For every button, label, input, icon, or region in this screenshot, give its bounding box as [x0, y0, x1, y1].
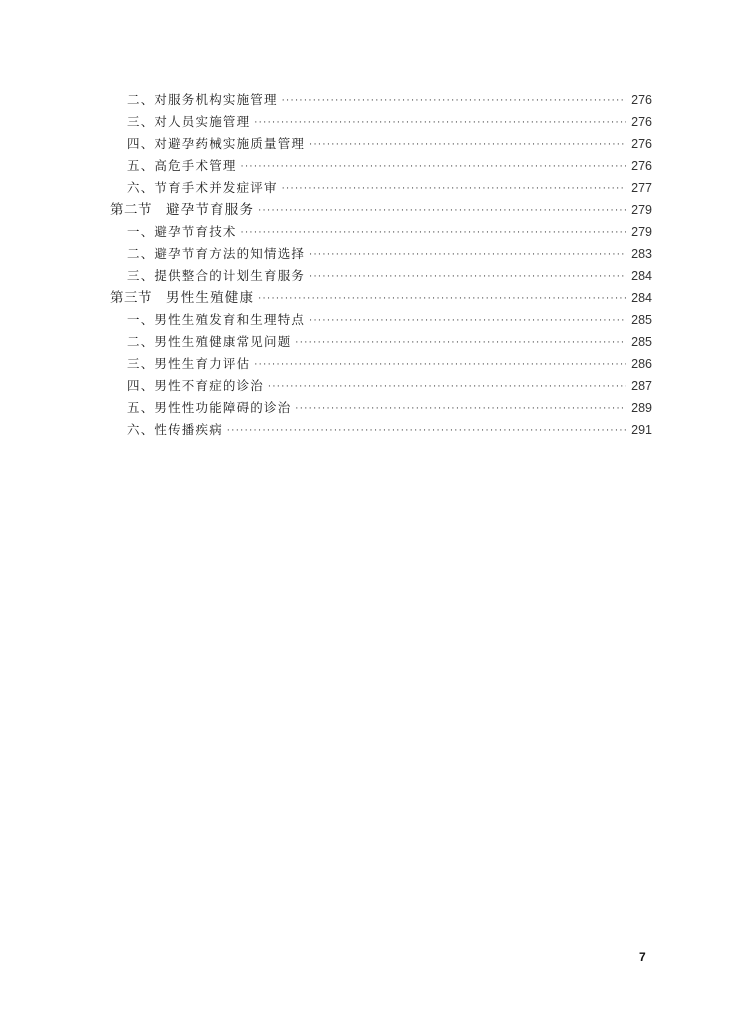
toc-entry-page: 286	[631, 357, 652, 371]
toc-section-entry	[0, 199, 652, 221]
toc-section-entry	[0, 287, 652, 309]
toc-entry	[0, 265, 652, 287]
dot-leader	[309, 310, 626, 332]
toc-entry	[0, 89, 652, 111]
dot-leader	[268, 376, 626, 398]
toc-entry-title: 六、节育手术并发症评审	[127, 180, 278, 195]
toc-entry-title: 五、高危手术管理	[127, 158, 237, 173]
page-number: 7	[639, 950, 646, 964]
toc-entry-page: 276	[631, 115, 652, 129]
toc-entry-page: 285	[631, 313, 652, 327]
dot-leader	[241, 156, 626, 178]
toc-entry	[0, 221, 652, 243]
dot-leader	[309, 266, 626, 288]
toc-entry-title: 一、男性生殖发育和生理特点	[127, 312, 306, 327]
toc-entry-title: 六、性传播疾病	[127, 422, 223, 437]
dot-leader	[258, 200, 626, 222]
section-number: 第二节	[110, 202, 152, 218]
toc-entry-title: 三、男性生育力评估	[127, 356, 251, 371]
toc-entry-page: 287	[631, 379, 652, 393]
toc-entry	[0, 419, 652, 441]
toc-entry	[0, 375, 652, 397]
toc-entry	[0, 309, 652, 331]
dot-leader	[309, 134, 626, 156]
toc-entry-page: 291	[631, 423, 652, 437]
dot-leader	[227, 420, 626, 442]
dot-leader	[295, 332, 626, 354]
dot-leader	[258, 288, 626, 310]
toc-entry-title: 三、对人员实施管理	[127, 114, 251, 129]
toc-entry-page: 277	[631, 181, 652, 195]
toc-entry-page: 285	[631, 335, 652, 349]
toc-entry-title: 四、男性不育症的诊治	[127, 378, 265, 393]
dot-leader	[254, 112, 626, 134]
toc-entry-page: 276	[631, 159, 652, 173]
dot-leader	[309, 244, 626, 266]
toc-section-title	[110, 199, 254, 221]
toc-entry	[0, 331, 652, 353]
section-name: 避孕节育服务	[166, 202, 255, 218]
dot-leader	[241, 222, 626, 244]
toc-entry	[0, 243, 652, 265]
toc-entry-title: 一、避孕节育技术	[127, 224, 237, 239]
section-name: 男性生殖健康	[166, 290, 255, 306]
toc-entry	[0, 133, 652, 155]
toc-entry-page: 284	[631, 269, 652, 283]
dot-leader	[282, 90, 626, 112]
toc-entry-title: 二、避孕节育方法的知情选择	[127, 246, 306, 261]
toc-entry-page: 279	[631, 225, 652, 239]
toc-entry-title: 四、对避孕药械实施质量管理	[127, 136, 306, 151]
toc-entry	[0, 111, 652, 133]
toc-entry	[0, 353, 652, 375]
toc-entry	[0, 397, 652, 419]
toc-entry	[0, 155, 652, 177]
table-of-contents	[0, 89, 730, 441]
dot-leader	[254, 354, 626, 376]
toc-section-title	[110, 287, 254, 309]
toc-entry-title: 二、男性生殖健康常见问题	[127, 334, 292, 349]
toc-entry-title: 五、男性性功能障碍的诊治	[127, 400, 292, 415]
toc-entry-title: 二、对服务机构实施管理	[127, 92, 278, 107]
toc-entry-page: 276	[631, 93, 652, 107]
toc-entry	[0, 177, 652, 199]
toc-entry-page: 279	[631, 203, 652, 217]
toc-entry-title: 三、提供整合的计划生育服务	[127, 268, 306, 283]
dot-leader	[282, 178, 626, 200]
toc-entry-page: 289	[631, 401, 652, 415]
dot-leader	[295, 398, 626, 420]
section-number: 第三节	[110, 290, 152, 306]
toc-entry-page: 276	[631, 137, 652, 151]
toc-entry-page: 283	[631, 247, 652, 261]
toc-entry-page: 284	[631, 291, 652, 305]
